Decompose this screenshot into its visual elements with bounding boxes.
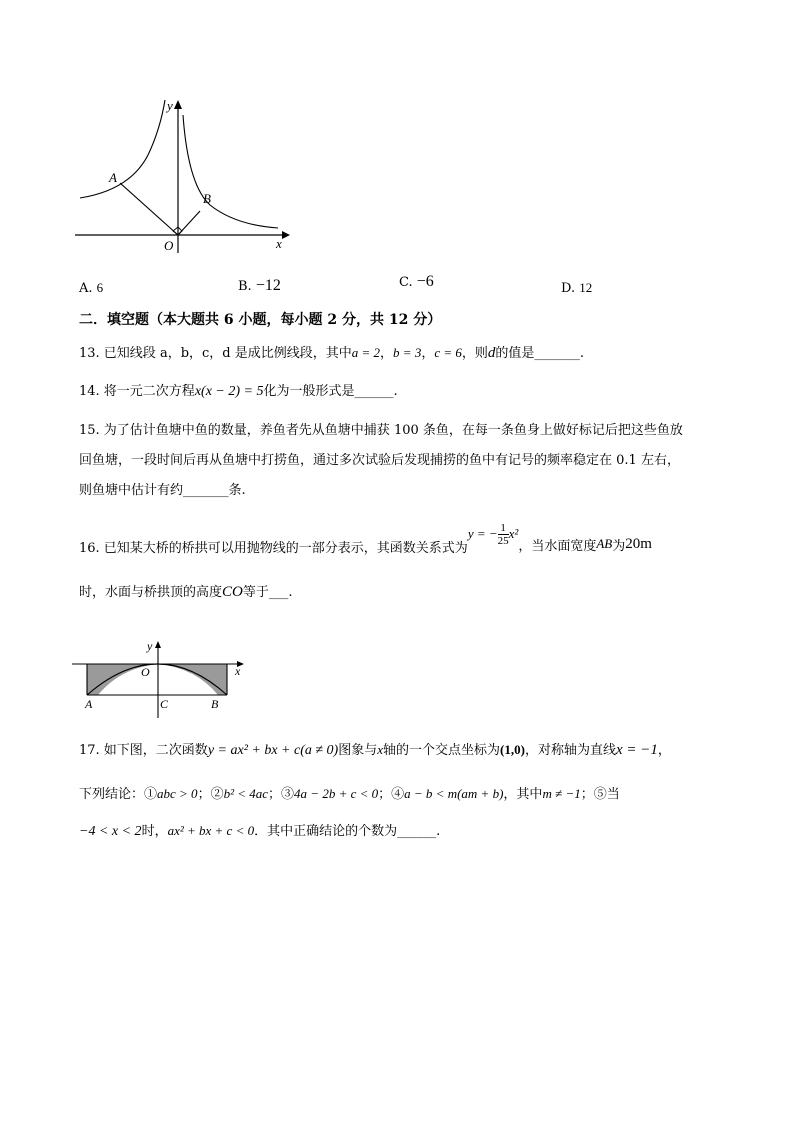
figure-bridge-arch (70, 638, 250, 720)
q17-line3-mid: 时， (141, 824, 168, 839)
q17-conclusion-4: a − b < m(am + b) (404, 786, 504, 801)
q14-prefix: 14. 将一元二次方程 (79, 384, 195, 399)
question-16-line-1 (79, 522, 652, 556)
q16-line2-prefix: 时，水面与桥拱顶的高度 (79, 585, 223, 600)
q17-axis: x = −1 (615, 742, 658, 758)
y-axis-arrow (155, 641, 161, 648)
q16-ab: AB (596, 536, 613, 551)
choice-b-value: −12 (255, 277, 281, 294)
q16-prefix: 16. 已知某大桥的桥拱可以用抛物线的一部分表示，其函数关系式为 (79, 541, 468, 556)
point-a-label: A (85, 697, 93, 711)
q17-sep-1: ；② (197, 787, 224, 802)
q13-d: d (487, 345, 496, 361)
q13-mid: ，则 (461, 346, 488, 361)
choice-c-value: −6 (416, 273, 434, 290)
q16-func-lhs: y = − (467, 526, 498, 541)
right-branch-curve (183, 115, 278, 228)
point-c-label: C (160, 697, 169, 711)
choice-d-value: 12 (579, 280, 593, 295)
segment-oa (120, 183, 178, 235)
q14-eq: x(x − 2) = 5 (194, 384, 264, 399)
q17-prefix: 17. 如下图，二次函数 (79, 743, 208, 758)
q17-mid1: 图象与 (338, 743, 378, 758)
q13-b: b = 3 (393, 345, 422, 360)
q14-suffix: 化为一般形式是______. (263, 384, 398, 399)
q17-line2-prefix: 下列结论：① (79, 787, 158, 802)
q13-a: a = 2 (351, 345, 381, 360)
choice-a-letter: A. (79, 281, 93, 296)
question-17-line-1 (79, 739, 671, 759)
point-b-label: B (211, 697, 219, 711)
q17-point: (1,0) (500, 742, 525, 757)
choice-b-letter: B. (238, 279, 252, 294)
question-17-line-3 (79, 820, 440, 840)
question-17-line-2 (79, 783, 620, 802)
question-15-line-2: 回鱼塘，一段时间后再从鱼塘中打捞鱼，通过多次试验后发现捕捞的鱼中有记号的频率稳定在 0.1 左右， (79, 453, 680, 468)
choice-d-letter: D. (561, 281, 576, 296)
q16-line2-suffix: 等于___. (242, 585, 293, 600)
q17-conclusion-2: b² < 4ac (223, 786, 269, 801)
y-axis-arrow (174, 100, 182, 109)
question-14 (79, 380, 398, 400)
question-15-line-3: 则鱼塘中估计有约_______条. (79, 483, 246, 498)
q17-sep-2: ；③ (268, 787, 295, 802)
y-label: y (147, 639, 153, 653)
q17-sep-3: ；④ (378, 787, 405, 802)
q16-mid2: 为 (612, 539, 626, 554)
q13-suffix: 的值是_______. (495, 346, 585, 361)
q17-condition-m: m ≠ −1 (542, 786, 581, 801)
q17-conclusion-1: abc > 0 (157, 786, 198, 801)
q17-func: y = ax² + bx + c(a ≠ 0) (207, 743, 339, 758)
q16-frac-num: 1 (498, 522, 509, 535)
point-b-label: B (203, 191, 211, 206)
q16-frac-den: 25 (497, 535, 509, 547)
q16-mid: ，当水面宽度 (518, 539, 597, 554)
q17-x: x (377, 742, 384, 757)
q13-prefix: 13. 已知线段 a，b，c，d 是成比例线段，其中 (79, 346, 352, 361)
point-a-label: A (109, 170, 117, 185)
q16-width: 20m (625, 536, 652, 552)
q16-fraction (498, 522, 509, 547)
choice-c[interactable] (399, 273, 434, 291)
y-label: y (167, 98, 173, 113)
x-label: x (276, 236, 282, 251)
choice-b[interactable] (238, 277, 281, 295)
q17-conclusion-3: 4a − 2b + c < 0 (294, 786, 379, 801)
q17-range: −4 < x < 2 (79, 824, 142, 839)
question-15-line-1: 15. 为了估计鱼塘中鱼的数量，养鱼者先从鱼塘中捕获 100 条鱼，在每一条鱼身上做好标记后把这些鱼放 (79, 423, 683, 438)
origin-label: O (141, 665, 150, 679)
left-branch-curve (80, 100, 165, 198)
choice-d[interactable] (561, 280, 592, 296)
q17-mid3: ，对称轴为直线 (524, 743, 616, 758)
q17-inequality: ax² + bx + c < 0 (167, 823, 255, 838)
origin-label: O (164, 238, 174, 253)
question-13: 13. 已知线段 a，b，c，d 是成比例线段，其中a = 2，b = 3，c = 6，则d的值是_______. (79, 345, 585, 361)
q17-sep-4: ，其中 (503, 787, 543, 802)
q16-func-rhs: x² (508, 526, 519, 541)
section-title: 二．填空题（本大题共 6 小题，每小题 2 分，共 12 分） (79, 312, 442, 328)
shaded-region-right (158, 664, 227, 695)
q13-c: c = 6 (434, 345, 462, 360)
choice-a[interactable] (79, 280, 103, 296)
x-label: x (235, 664, 241, 678)
x-axis-arrow (282, 231, 290, 239)
choice-a-value: 6 (96, 280, 104, 295)
figure-hyperbola (70, 95, 300, 255)
q17-end1: ， (657, 743, 671, 758)
q17-sep-5: ；⑤当 (580, 787, 620, 802)
choice-c-letter: C. (399, 275, 413, 290)
q17-line3-suffix: ．其中正确结论的个数为______. (254, 824, 441, 839)
q17-mid2: 轴的一个交点坐标为 (383, 743, 501, 758)
q16-co: CO (222, 584, 243, 600)
question-16-line-2 (79, 581, 293, 601)
